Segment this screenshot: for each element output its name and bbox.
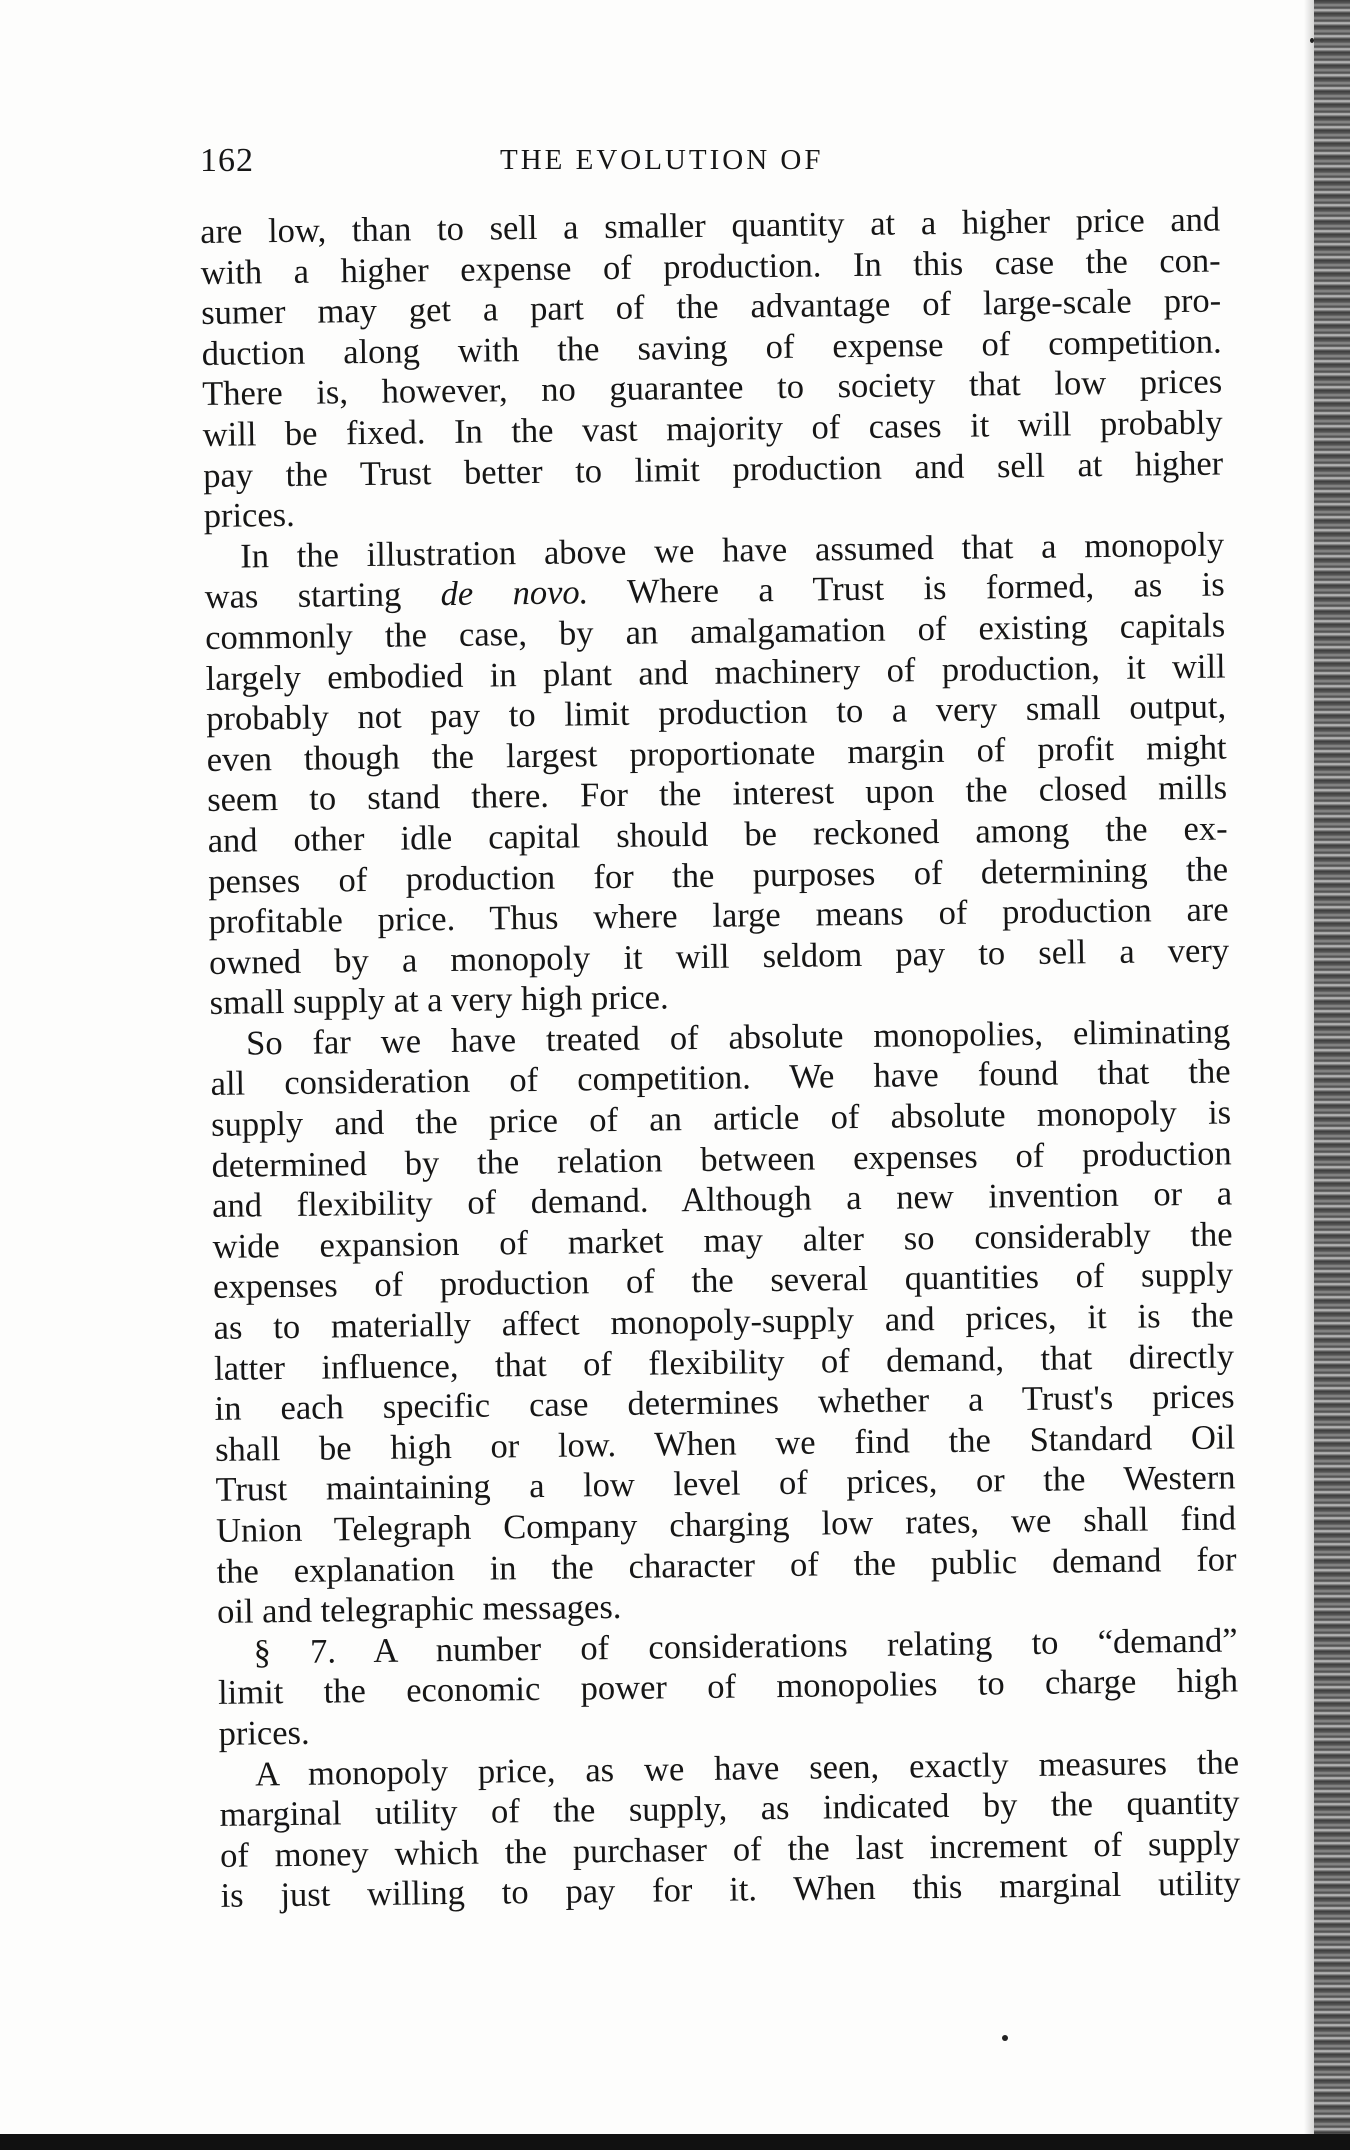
text-line: pay the Trust better to limit production and sell at higher <box>202 444 1224 495</box>
running-head: THE EVOLUTION OF <box>500 144 824 176</box>
text-line: expenses of production of the several quantities of supply <box>212 1255 1234 1307</box>
text-line: supply and the price of an article of absolute monopoly is <box>210 1093 1232 1144</box>
text-run: was starting <box>204 575 441 617</box>
text-line: commonly the case, by an amalgamation of existing capitals <box>204 606 1226 657</box>
text-line: in each specific case determines whether a Trust's prices <box>214 1377 1235 1429</box>
scan-bottom-edge <box>0 2134 1350 2150</box>
text-line: marginal utility of the supply, as indicated by the quantity <box>219 1783 1240 1835</box>
text-line: duction along with the saving of expense of competition. <box>201 322 1222 373</box>
paragraph-start-line: A monopoly price, as we have seen, exactly measures the <box>254 1742 1240 1794</box>
page-number: 162 <box>200 142 254 179</box>
text-line: small supply at a very high price. <box>209 978 669 1023</box>
text-line: will be fixed. In the vast majority of cases it will probably <box>202 403 1223 454</box>
text-line: Trust maintaining a low level of prices, or the Western <box>215 1458 1236 1510</box>
text-line: limit the economic power of monopolies to charge high <box>217 1661 1239 1713</box>
text-line: probably not pay to limit production to a very small output, <box>205 687 1227 739</box>
text-line: There is, however, no guarantee to society that low prices <box>201 362 1223 414</box>
text-line: shall be high or low. When we find the Standard Oil <box>214 1418 1236 1469</box>
text-line: determined by the relation between expenses of production <box>211 1134 1232 1185</box>
text-line: seem to stand there. For the interest upon the closed mills <box>206 768 1228 820</box>
text-line: largely embodied in plant and machinery of production, it will <box>205 647 1226 698</box>
binding-edge <box>1314 0 1350 2150</box>
text-run: Where a Trust is formed, as is <box>588 565 1225 612</box>
text-line: the explanation in the character of the public demand for <box>216 1540 1237 1591</box>
text-line: profitable price. Thus where large means of production are <box>208 890 1229 942</box>
section-heading-line: § 7. A number of considerations relating to “demand” <box>253 1621 1238 1672</box>
paragraph-start-line: In the illustration above we have assumed that a monopoly <box>239 525 1225 576</box>
text-line: all consideration of competition. We have found that the <box>210 1052 1231 1104</box>
ink-speck <box>1002 2035 1008 2041</box>
text-line: owned by a monopoly it will seldom pay to sell a very <box>208 931 1230 982</box>
text-line: wide expansion of market may alter so considerably the <box>212 1215 1233 1266</box>
text-line: with a higher expense of production. In this case the con- <box>200 241 1221 292</box>
ink-speck <box>1310 38 1314 43</box>
text-line: as to materially affect monopoly-supply and prices, it is the <box>213 1296 1234 1347</box>
paragraph-start-line: So far we have treated of absolute monopolies, eliminating <box>245 1012 1231 1063</box>
page-header <box>200 142 1220 192</box>
text-line: are low, than to sell a smaller quantity at a higher price and <box>200 200 1221 251</box>
text-line: oil and telegraphic messages. <box>216 1588 622 1632</box>
text-line: and other idle capital should be reckoned among the ex- <box>207 809 1228 860</box>
text-line: prices. <box>218 1713 310 1753</box>
text-line: Union Telegraph Company charging low rates, we shall find <box>215 1499 1237 1550</box>
text-line: and flexibility of demand. Although a new invention or a <box>211 1174 1233 1226</box>
text-line: even though the largest proportionate margin of profit might <box>206 728 1227 779</box>
text-line: penses of production for the purposes of determining the <box>207 849 1229 901</box>
italic-phrase: de novo. <box>440 573 589 614</box>
text-line: of money which the purchaser of the last increment of supply <box>219 1824 1241 1875</box>
text-line: latter influence, that of flexibility of demand, that directly <box>213 1337 1235 1388</box>
text-line: prices. <box>203 496 295 536</box>
text-line: sumer may get a part of the advantage of large-scale pro- <box>201 281 1222 333</box>
text-line: is just willing to pay for it. When this marginal utility <box>220 1864 1241 1916</box>
body-text <box>200 200 1241 1917</box>
